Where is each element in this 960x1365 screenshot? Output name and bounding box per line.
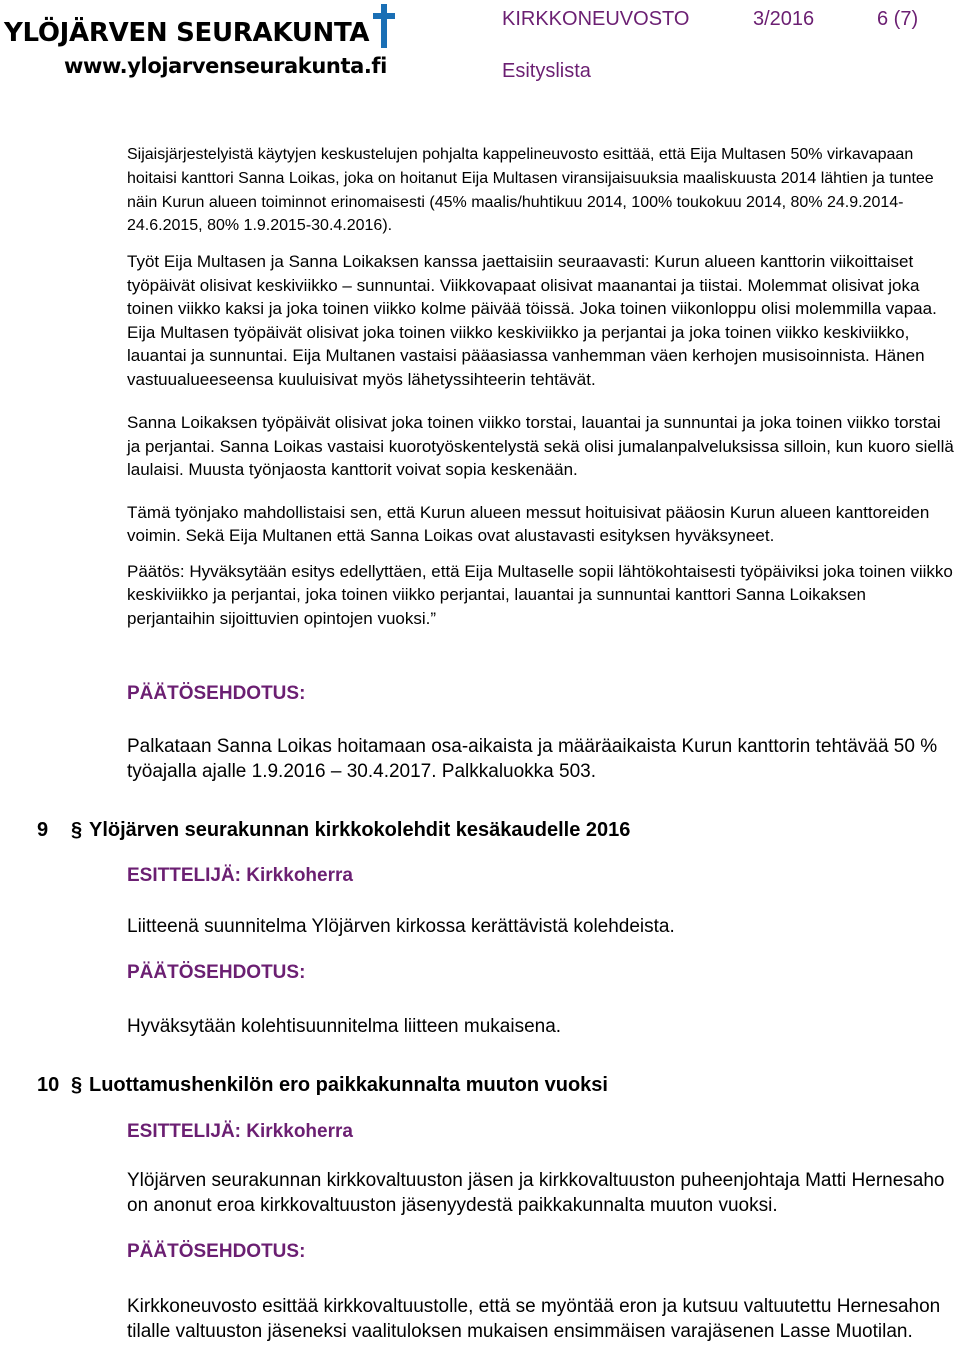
presenter-line: ESITTELIJÄ: Kirkkoherra [127,865,353,886]
decision-paragraph: Päätös: Hyväksytään esitys edellyttäen, että Eija Multaselle sopii lähtökohtaisesti työpäiviksi joka toinen viikko keskiviikko ja perjantai, joka toinen viikko perjantai, lauantai ja sunnuntai kanttori Sanna Loikaksen perjantaihin sijoittuvien opintojen vuoksi.” [127,561,953,628]
proposal-text: Hyväksytään kolehtisuunnitelma liitteen mukaisena. [127,1016,562,1037]
section-heading [37,819,630,842]
section-number: 10 [37,1074,60,1096]
previous-section-body [127,143,955,630]
cross-icon [370,4,398,48]
org-name: YLÖJÄRVEN SEURAKUNTA [4,18,370,48]
page-number: 6 (7) [877,8,919,30]
org-url: www.ylojarvenseurakunta.fi [64,54,387,78]
paragraph: Sanna Loikaksen työpäivät olisivat joka toinen viikko torstai, lauantai ja sunnuntai ja joka toinen viikko torstai ja perjantai. Sanna Loikas vastaisi kuorotyöskentelystä sekä olisi jumalanpalveluksissa silloin, kun kuoro siellä laulaisi. Muusta työnjaosta kanttorit voivat sopia keskenään. [127,413,954,480]
proposal-text: Palkataan Sanna Loikas hoitamaan osa-aikaista ja määräaikaista Kurun kanttorin tehtävää 50 % työajalla ajalle 1.9.2016 – 30.4.2017. Palkkaluokka 503. [127,736,938,782]
proposal-heading: PÄÄTÖSEHDOTUS: [127,962,306,983]
paragraph: Tämä työnjako mahdollistaisi sen, että Kurun alueen messut hoituisivat pääosin Kurun alueen kanttoreiden voimin. Sekä Eija Multanen että Sanna Loikas ovat alustavasti esityksen hyväksyneet. [127,502,930,546]
doc-type: Esityslista [502,60,591,82]
presenter-line: ESITTELIJÄ: Kirkkoherra [127,1121,353,1142]
paragraph-sign: § [71,819,83,841]
doc-number: 3/2016 [753,8,815,30]
paragraph: Sijaisjärjestelyistä käytyjen keskustelujen pohjalta kappelineuvosto esittää, että Eija Multasen 50% virkavapaan hoitaisi kanttori Sanna Loikas, joka on hoitanut Eija Multasen viransijaisuuksia maaliskuusta 2014 lähtien ja tuntee näin Kurun alueen toiminnot erinomaisesti (45% maalis/huhtikuu 2014, 100% toukokuu 2014, 80% 24.9.2014-24.6.2015, 80% 1.9.2015-30.4.2016). [127,146,934,235]
proposal-text: Kirkkoneuvosto esittää kirkkovaltuustolle, että se myöntää eron ja kutsuu valtuutettu Hernesahon tilalle valtuuston jäseneksi vaalituloksen mukaisen ensimmäisen varajäsenen Lasse Muotilan. [127,1296,941,1342]
paragraph: Työt Eija Multasen ja Sanna Loikaksen kanssa jaettaisiin seuraavasti: Kurun alueen kanttorin viikoittaiset työpäivät olisivat keskiviikko – sunnuntai. Viikkovapaat olisivat maanantai ja tiistai. Molemmat olisivat joka toinen viikko kaksi ja joka toinen viikko kolme päivää töissä. Joka toinen viikonloppu olisi molemmilla vapaa. Eija Multasen työpäivät olisivat joka toinen viikko keskiviikko ja perjantai ja joka toinen viikko keskiviikko, lauantai ja sunnuntai. Eija Multanen vastaisi pääasiassa vanhemman väen kerhojen musisoinnista. Hänen vastuualueeseensa kuuluisivat myös lähetyssihteerin tehtävät. [127,252,937,389]
doc-title: KIRKKONEUVOSTO [502,8,690,30]
section-heading [37,1074,608,1097]
proposal-heading: PÄÄTÖSEHDOTUS: [127,1241,306,1262]
section-text: Liitteenä suunnitelma Ylöjärven kirkossa kerättävistä kolehdeista. [127,916,675,937]
paragraph-sign: § [71,1074,83,1096]
section-text: Ylöjärven seurakunnan kirkkovaltuuston jäsen ja kirkkovaltuuston puheenjohtaja Matti Hernesaho on anonut eroa kirkkovaltuuston jäsenyydestä paikkakunnalta muuton vuoksi. [127,1170,945,1216]
section-title: Luottamushenkilön ero paikkakunnalta muuton vuoksi [89,1074,608,1096]
org-logo [4,4,404,80]
section-title: Ylöjärven seurakunnan kirkkokolehdit kesäkaudelle 2016 [89,819,631,841]
section-number: 9 [37,819,49,841]
proposal-heading: PÄÄTÖSEHDOTUS: [127,683,306,704]
